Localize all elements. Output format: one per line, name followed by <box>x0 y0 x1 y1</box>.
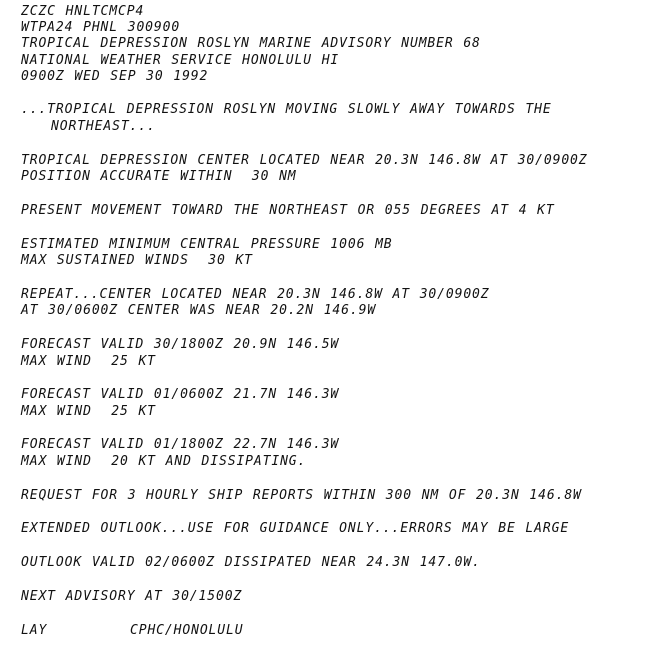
issuing-office: NATIONAL WEATHER SERVICE HONOLULU HI <box>21 53 340 68</box>
ship-report-request: REQUEST FOR 3 HOURLY SHIP REPORTS WITHIN 300 NM OF 20.3N 146.8W <box>21 488 582 503</box>
header-wmo-line: WTPA24 PHNL 300900 <box>21 20 181 35</box>
center-location: TROPICAL DEPRESSION CENTER LOCATED NEAR 20.3N 146.8W AT 30/0900Z <box>21 153 588 168</box>
outlook-valid: OUTLOOK VALID 02/0600Z DISSIPATED NEAR 24.3N 147.0W. <box>21 555 481 570</box>
next-advisory: NEXT ADVISORY AT 30/1500Z <box>21 589 243 604</box>
forecast-3-wind: MAX WIND 20 KT AND DISSIPATING. <box>21 454 307 469</box>
header-id-line: ZCZC HNLTCMCP4 <box>21 4 145 19</box>
max-sustained-winds: MAX SUSTAINED WINDS 30 KT <box>21 253 253 268</box>
issuing-center: CPHC/HONOLULU <box>130 623 244 638</box>
forecast-2-valid: FORECAST VALID 01/0600Z 21.7N 146.3W <box>21 387 340 402</box>
advisory-title: TROPICAL DEPRESSION ROSLYN MARINE ADVISORY NUMBER 68 <box>21 36 481 51</box>
repeat-center: REPEAT...CENTER LOCATED NEAR 20.3N 146.8W AT 30/0900Z <box>21 287 490 302</box>
headline-line-2: NORTHEAST... <box>51 119 156 134</box>
position-accuracy: POSITION ACCURATE WITHIN 30 NM <box>21 169 297 184</box>
forecast-3-valid: FORECAST VALID 01/1800Z 22.7N 146.3W <box>21 437 340 452</box>
forecaster-initials: LAY <box>21 623 48 638</box>
forecast-2-wind: MAX WIND 25 KT <box>21 404 156 419</box>
forecast-1-valid: FORECAST VALID 30/1800Z 20.9N 146.5W <box>21 337 340 352</box>
forecast-1-wind: MAX WIND 25 KT <box>21 354 156 369</box>
extended-outlook: EXTENDED OUTLOOK...USE FOR GUIDANCE ONLY...ERRORS MAY BE LARGE <box>21 521 570 536</box>
present-movement: PRESENT MOVEMENT TOWARD THE NORTHEAST OR 055 DEGREES AT 4 KT <box>21 203 555 218</box>
issue-time: 0900Z WED SEP 30 1992 <box>21 69 209 84</box>
central-pressure: ESTIMATED MINIMUM CENTRAL PRESSURE 1006 MB <box>21 237 393 252</box>
previous-position: AT 30/0600Z CENTER WAS NEAR 20.2N 146.9W <box>21 303 377 318</box>
headline-line-1: ...TROPICAL DEPRESSION ROSLYN MOVING SLOWLY AWAY TOWARDS THE <box>21 102 552 117</box>
